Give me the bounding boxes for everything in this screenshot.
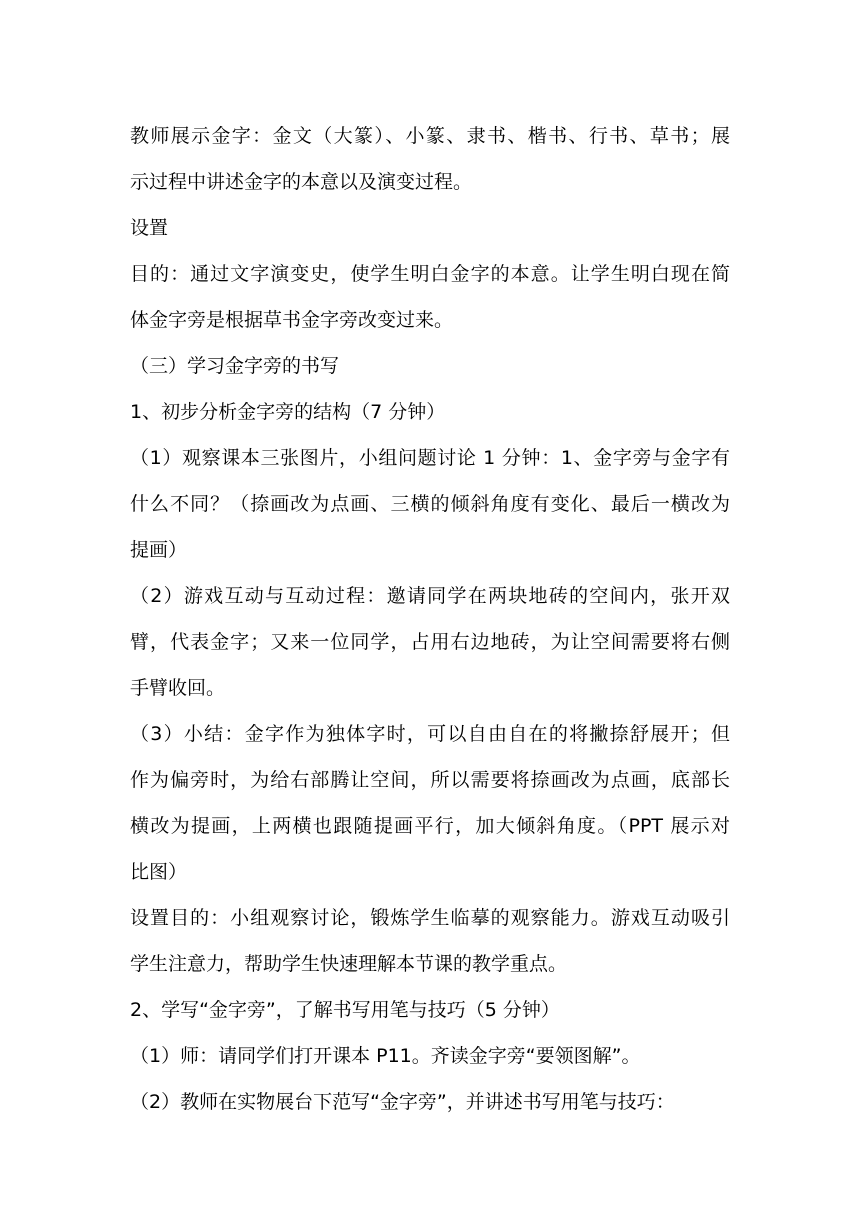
text-line: 学生注意力，帮助学生快速理解本节课的教学重点。 bbox=[130, 953, 568, 975]
text-line: 示过程中讲述金字的本意以及演变过程。 bbox=[130, 171, 473, 193]
text-line: 臂，代表金字；又来一位同学，占用右边地砖，为让空间需要将右侧 bbox=[130, 631, 730, 653]
text-line: 体金字旁是根据草书金字旁改变过来。 bbox=[130, 309, 454, 331]
section-heading: （三）学习金字旁的书写 bbox=[130, 355, 340, 377]
text-line: 什么不同？（捺画改为点画、三横的倾斜角度有变化、最后一横改为 bbox=[130, 493, 730, 515]
text-line: 教师展示金字：金文（大篆）、小篆、隶书、楷书、行书、草书；展 bbox=[130, 125, 730, 147]
text-line: 提画） bbox=[130, 539, 188, 561]
subsection-heading: 1、初步分析金字旁的结构（7 分钟） bbox=[130, 401, 446, 423]
text-line: 作为偏旁时，为给右部腾让空间，所以需要将捺画改为点画，底部长 bbox=[130, 769, 730, 791]
text-line: 设置目的：小组观察讨论，锻炼学生临摹的观察能力。游戏互动吸引 bbox=[130, 907, 730, 929]
document-body bbox=[130, 113, 730, 1125]
text-line: （3）小结：金字作为独体字时，可以自由自在的将撇捺舒展开；但 bbox=[130, 723, 730, 745]
text-line: （2）教师在实物展台下范写“金字旁”，并讲述书写用笔与技巧： bbox=[130, 1091, 675, 1113]
text-line: 目的：通过文字演变史，使学生明白金字的本意。让学生明白现在简 bbox=[130, 263, 730, 285]
text-line: 设置 bbox=[130, 217, 169, 239]
text-line: 比图） bbox=[130, 861, 188, 883]
text-line: （1）观察课本三张图片，小组问题讨论 1 分钟：1、金字旁与金字有 bbox=[130, 447, 730, 469]
text-line: （1）师：请同学们打开课本 P11。齐读金字旁“要领图解”。 bbox=[130, 1045, 641, 1067]
text-line: （2）游戏互动与互动过程：邀请同学在两块地砖的空间内，张开双 bbox=[130, 585, 730, 607]
subsection-heading: 2、学写“金字旁”，了解书写用笔与技巧（5 分钟） bbox=[130, 999, 560, 1021]
text-line: 横改为提画，上两横也跟随提画平行，加大倾斜角度。（PPT 展示对 bbox=[130, 815, 730, 837]
text-line: 手臂收回。 bbox=[130, 677, 226, 699]
